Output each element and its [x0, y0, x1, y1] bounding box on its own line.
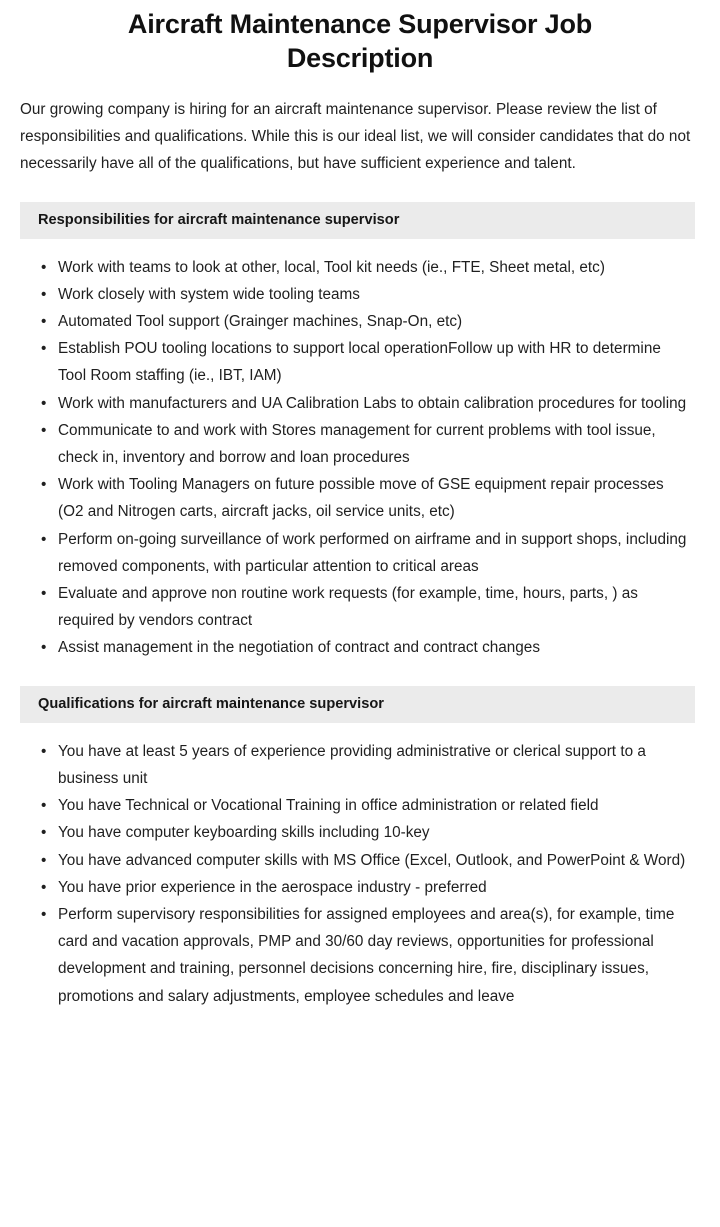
bullet-icon: •	[41, 258, 47, 276]
section-heading: Qualifications for aircraft maintenance supervisor	[38, 695, 384, 712]
bullet-icon: •	[41, 340, 47, 358]
bullet-list	[0, 254, 720, 662]
list-item-text: Evaluate and approve non routine work requests (for example, time, hours, parts, ) as required by vendors contract	[58, 585, 638, 630]
list-item-text: You have prior experience in the aerospace industry - preferred	[58, 878, 487, 896]
list-item	[0, 874, 690, 901]
section-header-band	[20, 686, 695, 723]
page-title: Aircraft Maintenance Supervisor Job Description	[127, 9, 593, 74]
bullet-icon: •	[41, 797, 47, 815]
list-item-text: Assist management in the negotiation of contract and contract changes	[58, 639, 540, 657]
list-item-text: Work with manufacturers and UA Calibration Labs to obtain calibration procedures for tooling	[58, 394, 687, 412]
bullet-icon: •	[41, 851, 47, 869]
bullet-icon: •	[41, 313, 47, 331]
sections-container	[0, 178, 720, 1010]
bullet-icon: •	[41, 824, 47, 842]
bullet-icon: •	[41, 905, 47, 923]
list-item-text: You have computer keyboarding skills including 10-key	[58, 824, 430, 842]
list-item	[0, 254, 690, 281]
list-item-text: Work with teams to look at other, local, Tool kit needs (ie., FTE, Sheet metal, etc)	[58, 258, 605, 276]
bullet-list	[0, 738, 720, 1010]
list-item	[0, 471, 690, 525]
bottom-spacer	[0, 1010, 720, 1032]
list-item	[0, 390, 690, 417]
bullet-icon: •	[41, 878, 47, 896]
list-item-text: Communicate to and work with Stores management for current problems with tool issue, check in, inventory and borrow and loan procedures	[58, 421, 656, 467]
bullet-icon: •	[41, 530, 47, 548]
list-item	[0, 901, 690, 1010]
list-item-text: You have advanced computer skills with MS Office (Excel, Outlook, and PowerPoint & Word)	[58, 851, 686, 869]
bullet-icon: •	[41, 394, 47, 412]
section-heading: Responsibilities for aircraft maintenance supervisor	[38, 211, 400, 228]
section-spacer	[0, 662, 720, 686]
list-item	[0, 335, 690, 389]
section-spacer	[0, 178, 720, 202]
list-item	[0, 847, 690, 874]
section-body-spacer	[0, 239, 720, 254]
list-item	[0, 738, 690, 792]
list-item-text: Work with Tooling Managers on future possible move of GSE equipment repair processes (O2 and Nitrogen carts, aircraft jacks, oil service units, etc)	[58, 476, 664, 521]
bullet-icon: •	[41, 285, 47, 303]
list-item-text: You have at least 5 years of experience providing administrative or clerical support to a business unit	[58, 742, 646, 787]
section-body-spacer	[0, 723, 720, 738]
section-header-band	[20, 202, 695, 239]
list-item	[0, 580, 690, 634]
bullet-icon: •	[41, 421, 47, 439]
list-item	[0, 417, 690, 471]
bullet-icon: •	[41, 585, 47, 603]
list-item-text: You have Technical or Vocational Training in office administration or related field	[58, 797, 599, 815]
list-item	[0, 526, 690, 580]
list-item-text: Perform supervisory responsibilities for assigned employees and area(s), for example, time card and vacation approvals, PMP and 30/60 day reviews, opportunities for professional development and training, personnel decisions concerning hire, fire, disciplinary issues, promotions and salary adjustments, employee schedules and leave	[58, 905, 675, 1005]
list-item	[0, 819, 690, 846]
bullet-icon: •	[41, 742, 47, 760]
list-item-text: Perform on-going surveillance of work performed on airframe and in support shops, including removed components, with particular attention to critical areas	[58, 530, 687, 575]
list-item-text: Establish POU tooling locations to support local operationFollow up with HR to determine Tool Room staffing (ie., IBT, IAM)	[58, 340, 661, 385]
list-item	[0, 634, 690, 661]
intro-paragraph: Our growing company is hiring for an aircraft maintenance supervisor. Please review the list of responsibilities and qualifications. While this is our ideal list, we will consider candidates that do not necessarily have all of the qualifications, but have sufficient experience and talent.	[20, 101, 691, 173]
list-item	[0, 281, 690, 308]
list-item-text: Automated Tool support (Grainger machines, Snap-On, etc)	[58, 313, 463, 331]
list-item	[0, 308, 690, 335]
bullet-icon: •	[41, 639, 47, 657]
list-item-text: Work closely with system wide tooling teams	[58, 285, 360, 303]
list-item	[0, 792, 690, 819]
bullet-icon: •	[41, 476, 47, 494]
